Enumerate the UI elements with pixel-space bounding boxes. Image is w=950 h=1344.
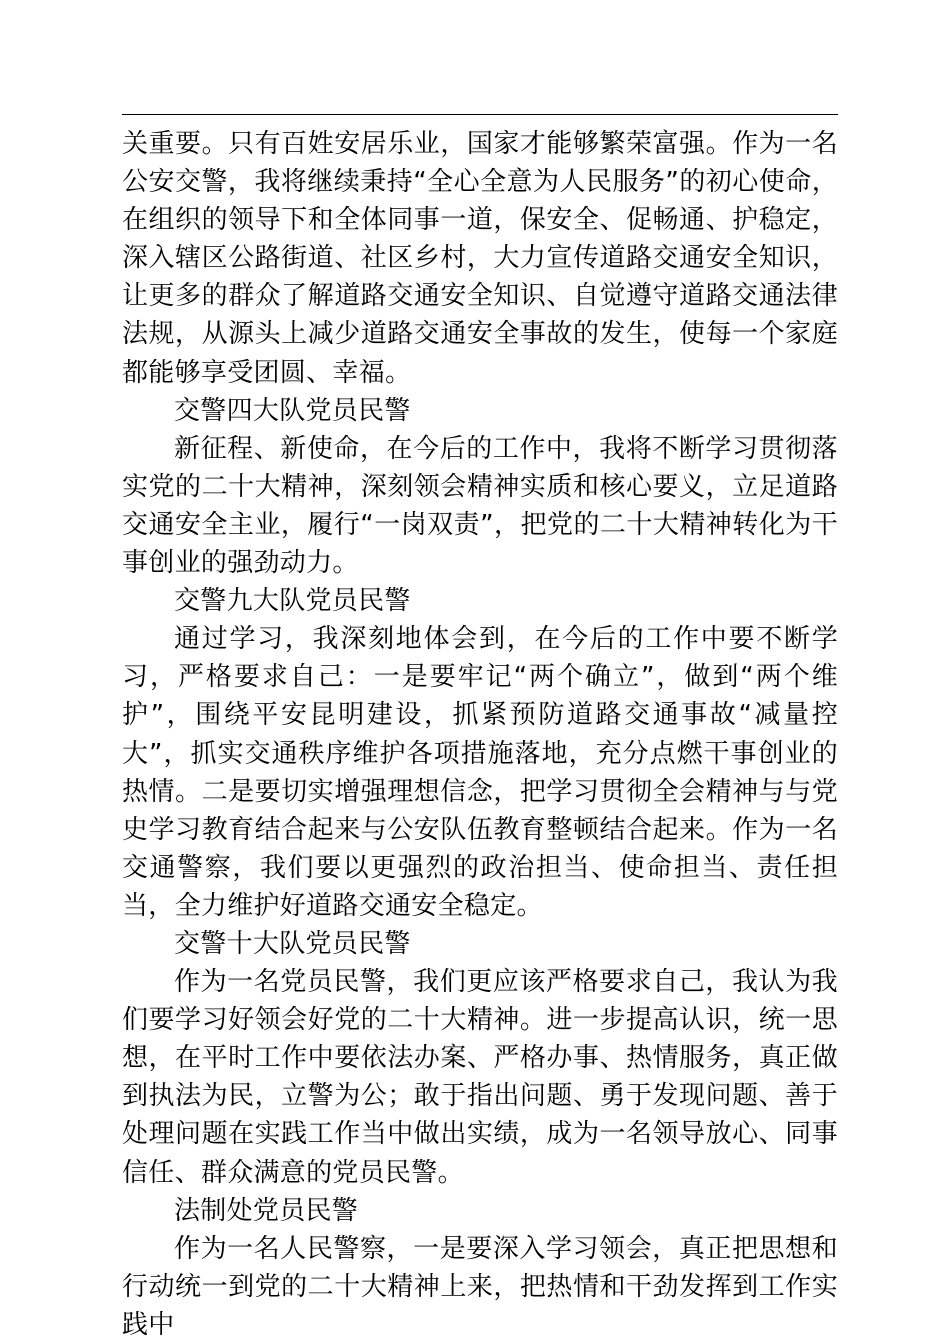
header-rule [122,114,838,115]
paragraph-team-four: 新征程、新使命，在今后的工作中，我将不断学习贯彻落实党的二十大精神，深刻领会精神实质和核心要义，立足道路交通安全主业，履行“一岗双责”，把党的二十大精神转化为干事创业的强劲动力。 [122,433,838,579]
speaker-heading-team-nine: 交警九大队党员民警 [174,586,411,617]
speaker-heading-team-ten: 交警十大队党员民警 [174,928,411,959]
paragraph-continuation: 关重要。只有百姓安居乐业，国家才能够繁荣富强。作为一名公安交警，我将继续秉持“全心全意为人民服务”的初心使命，在组织的领导下和全体同事一道，保安全、促畅通、护稳定，深入辖区公路街道、社区乡村，大力宣传道路交通安全知识，让更多的群众了解道路交通安全知识、自觉遵守道路交通法律法规，从源头上减少道路交通安全事故的发生，使每一个家庭都能够享受团圆、幸福。 [122,129,838,388]
paragraph-legal-office: 作为一名人民警察，一是要深入学习领会，真正把思想和行动统一到党的二十大精神上来，把热情和干劲发挥到工作实践中 [122,1233,838,1340]
speaker-heading-team-four: 交警四大队党员民警 [174,395,411,426]
paragraph-team-nine: 通过学习，我深刻地体会到，在今后的工作中要不断学习，严格要求自己：一是要牢记“两个确立”，做到“两个维护”，围绕平安昆明建设，抓紧预防道路交通事故“减量控大”，抓实交通秩序维护各项措施落地，充分点燃干事创业的热情。二是要切实增强理想信念，把学习贯彻全会精神与与党史学习教育结合起来与公安队伍教育整顿结合起来。作为一名交通警察，我们要以更强烈的政治担当、使命担当、责任担当，全力维护好道路交通安全稳定。 [122,624,838,921]
document-body [122,125,838,1344]
speaker-heading-legal-office: 法制处党员民警 [174,1195,359,1226]
paragraph-team-ten: 作为一名党员民警，我们更应该严格要求自己，我认为我们要学习好领会好党的二十大精神。进一步提高认识，统一思想，在平时工作中要依法办案、严格办事、热情服务，真正做到执法为民，立警为公；敢于指出问题、勇于发现问题、善于处理问题在实践工作当中做出实绩，成为一名领导放心、同事信任、群众满意的党员民警。 [122,967,838,1188]
